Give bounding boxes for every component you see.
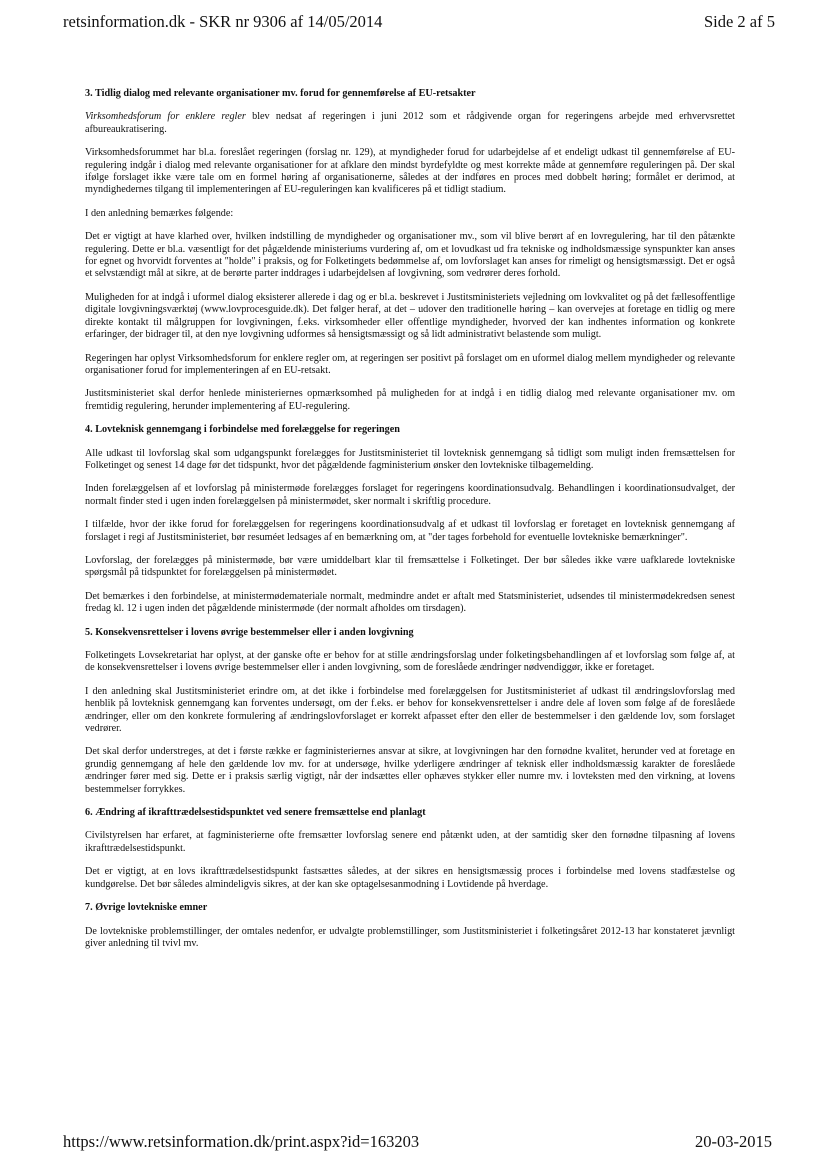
paragraph: I den anledning bemærkes følgende: [85, 207, 234, 219]
paragraph [85, 111, 735, 136]
organisation-name: Virksomhedsforum for enklere regler [85, 111, 246, 123]
paragraph: I tilfælde, hvor der ikke forud for forelæggelsen for regeringens koordinationsudvalg af et udkast til lovforslag er foretaget en lovteknisk gennemgang af forslaget i regi af Justitsministeriet, bør resuméet ledsages af en bemærkning om, at "der tages forbehold for eventuelle lovtekniske bemærkninger". [85, 519, 735, 543]
paragraph: Regeringen har oplyst Virksomhedsforum for enklere regler om, at regeringen ser positivt på forslaget om en uformel dialog mellem myndigheder og relevante organisationer forud for implementeringen af en EU-retsakt. [85, 352, 735, 376]
paragraph: Det skal derfor understreges, at det i første række er fagministeriernes ansvar at sikre, at lovgivningen har den fornødne kvalitet, herunder ved at foretage en grundig gennemgang af hele den gældende lov mv. for at undersøge, hvilke yderligere ændringer af teknisk eller indholdsmæssig karakter de foreslåede ændringer fører med sig. Dette er i praksis særlig vigtigt, når der indsættes eller ophæves stykker eller numre mv. i lovteksten med den virkning, at lovens bestemmelser forrykkes. [85, 746, 735, 795]
paragraph: Det bemærkes i den forbindelse, at ministermødemateriale normalt, medmindre andet er aftalt med Statsministeriet, udsendes til ministermødekredsen senest fredag kl. 12 i ugen inden det pågældende ministermøde (der normalt afholdes om tirsdagen). [85, 590, 735, 615]
paragraph-rest: blev nedsat af regeringen i juni 2012 som et rådgivende organ for regeringens arbejde med erhvervsrettet afbureaukratisering. [85, 111, 735, 135]
footer-url: https://www.retsinformation.dk/print.aspx?id=163203 [63, 1132, 420, 1151]
paragraph: Det er vigtigt at have klarhed over, hvilken indstilling de myndigheder og organisationer mv., som vil blive berørt af en lovregulering, har til den påtænkte regulering. Dette er bl.a. væsentligt for det pågældende ministeriums vurdering af, om et lovudkast ud fra tekniske og indholdsmæssige synspunkter kan anses for egnet og hvorvidt forventes at "holde" i praksis, og for Folketingets bedømmelse af, om lovforslaget kan anses for rimeligt og hensigtsmæssigt. Det er også et selvstændigt mål at sikre, at de berørte parter inddrages i udarbejdelsen af lovgivning, som vedrører deres forhold. [85, 231, 735, 280]
section-title: 3. Tidlig dialog med relevante organisationer mv. forud for gennemførelse af EU-retsakter [85, 88, 476, 99]
paragraph: Inden forelæggelsen af et lovforslag på ministermøde forelægges forslaget for regeringens koordinationsudvalg. Behandlingen i koordinationsudvalget, der normalt finder sted i ugen inden forelæggelsen på ministermødet, sker normalt i skriftlig procedure. [85, 483, 735, 507]
footer-date: 20-03-2015 [695, 1132, 772, 1151]
section-title: 4. Lovteknisk gennemgang i forbindelse med forelæggelse for regeringen [85, 424, 400, 436]
paragraph: Civilstyrelsen har erfaret, at fagministerierne ofte fremsætter lovforslag senere end påtænkt uden, at der samtidig sker den fornødne tilpasning af lovens ikrafttrædelsestidspunkt. [85, 830, 735, 854]
paragraph: De lovtekniske problemstillinger, der omtales nedenfor, er udvalgte problemstillinger, som Justitsministeriet i folketingsåret 2012-13 har konstateret jævnligt giver anledning til tvivl mv. [85, 925, 735, 949]
paragraph: Virksomhedsforummet har bl.a. foreslået regeringen (forslag nr. 129), at myndigheder forud for udarbejdelse af et endeligt udkast til gennemførelse af EU-regulering indgår i dialog med relevante organisationer for at afklare den mindst byrdefyldte og mest korrekte måde at gennemføre reguleringen på. Der skal ifølge forslaget ikke være tale om en formel høring af organisationerne, således at der indføres en proces med dobbelt høring; formålet er derimod, at myndighedernes tilgang til implementeringen af EU-reguleringen kan kvalificeres på et tidligt stadium. [85, 147, 735, 196]
paragraph: Justitsministeriet skal derfor henlede ministeriernes opmærksomhed på muligheden for at indgå i en tidlig dialog med relevante organisationer mv. om fremtidig regulering, herunder implementering af EU-regulering. [85, 388, 735, 412]
paragraph: Alle udkast til lovforslag skal som udgangspunkt forelægges for Justitsministeriet til lovteknisk gennemgang så tidligt som muligt inden fremsættelsen for Folketinget og senest 14 dage før det tidspunkt, hvor det pågældende fagministerium ønsker den lovtekniske tilbagemelding. [85, 447, 735, 471]
paragraph: I den anledning skal Justitsministeriet erindre om, at det ikke i forbindelse med forelæggelsen for Justitsministeriet af udkast til ændringslovforslag med henblik på lovteknisk gennemgang kan forventes undersøgt, om der f.eks. er behov for konsekvensrettelser i andre dele af loven som følge af de foreslåede ændringer, eller om den konkrete formulering af ændringslovforslaget er korrekt afpasset efter den eller de bestemmelser i den gældende lov, som forslaget vedrører. [85, 685, 735, 735]
paragraph: Folketingets Lovsekretariat har oplyst, at der ganske ofte er behov for at stille ændringsforslag under folketingsbehandlingen af et lovforslag som følge af, at de konsekvensrettelser i lovens øvrige bestemmelser eller i anden lovgivning, som de foreslåede ændringer nødvendiggør, ikke er foretaget. [85, 650, 735, 674]
section-title: 5. Konsekvensrettelser i lovens øvrige bestemmelser eller i anden lovgivning [85, 626, 414, 638]
header-source: retsinformation.dk - SKR nr 9306 af 14/05/2014 [63, 12, 383, 31]
section-title: 7. Øvrige lovtekniske emner [85, 902, 208, 914]
document-body [85, 88, 735, 961]
paragraph: Det er vigtigt, at en lovs ikrafttrædelsestidspunkt fastsættes således, at der sikres en hensigtsmæssig proces i forbindelse med lovens stadfæstelse og kundgørelse. Det bør således almindeligvis sikres, at der kan ske optagelsesanmodning i Lovtidende på hverdage. [85, 866, 735, 890]
header-page-number: Side 2 af 5 [703, 12, 775, 31]
paragraph: Muligheden for at indgå i uformel dialog eksisterer allerede i dag og er bl.a. beskrevet i Justitsministeriets vejledning om lovkvalitet og på det fællesoffentlige digitale lovgivningsværktøj (www.lovprocesguide.dk). Det følger heraf, at det – udover den traditionelle høring – kan overvejes at foretage en tidlig og mere direkte kontakt til målgruppen for lovgivningen, f.eks. virksomheder eller offentlige myndigheder, hvorved der kan indhentes information og konkrete erfaringer, der bidrager til, at den nye lovgivning udformes så hensigtsmæssigt og så lidt administrativt belastende som muligt. [85, 291, 735, 341]
section-title: 6. Ændring af ikrafttrædelsestidspunktet ved senere fremsættelse end planlagt [85, 807, 426, 819]
paragraph: Lovforslag, der forelægges på ministermøde, bør være umiddelbart klar til fremsættelse i Folketinget. Der bør således ikke være uafklarede lovtekniske spørgsmål på tidspunktet for forelæggelsen på ministermødet. [85, 554, 735, 579]
